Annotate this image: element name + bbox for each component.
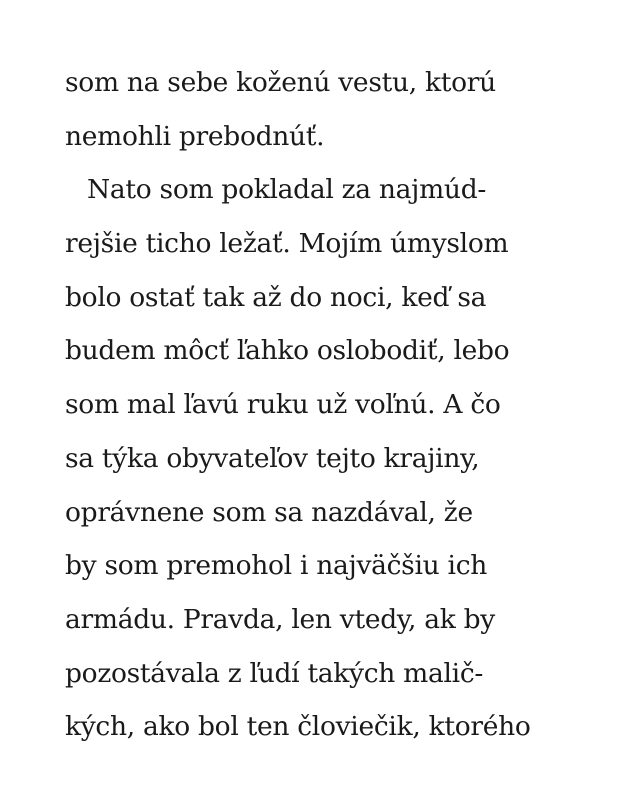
text-line: rejšie ticho ležať. Mojím úmyslom [65,228,509,260]
text-line: by som premohol i najväčšiu ich [65,550,488,582]
text-line: som mal ľavú ruku už voľnú. A čo [65,389,501,421]
text-line: som na sebe koženú vestu, ktorú [65,67,496,98]
text-line: bolo ostať tak až do noci, keď sa [65,281,487,313]
text-line: pozostávala z ľudí takých malič- [65,657,484,689]
body-text [65,56,625,754]
text-line-paragraph-start: Nato som pokladal za najmúd- [87,174,487,206]
text-line: sa týka obyvateľov tejto krajiny, [65,442,480,474]
text-line: nemohli prebodnúť. [65,120,325,152]
text-line: kých, ako bol ten človiečik, ktorého [65,711,531,743]
text-line: armádu. Pravda, len vtedy, ak by [65,603,495,635]
text-line: budem môcť ľahko oslobodiť, lebo [65,335,510,367]
text-line: oprávnene som sa nazdával, že [65,496,473,528]
